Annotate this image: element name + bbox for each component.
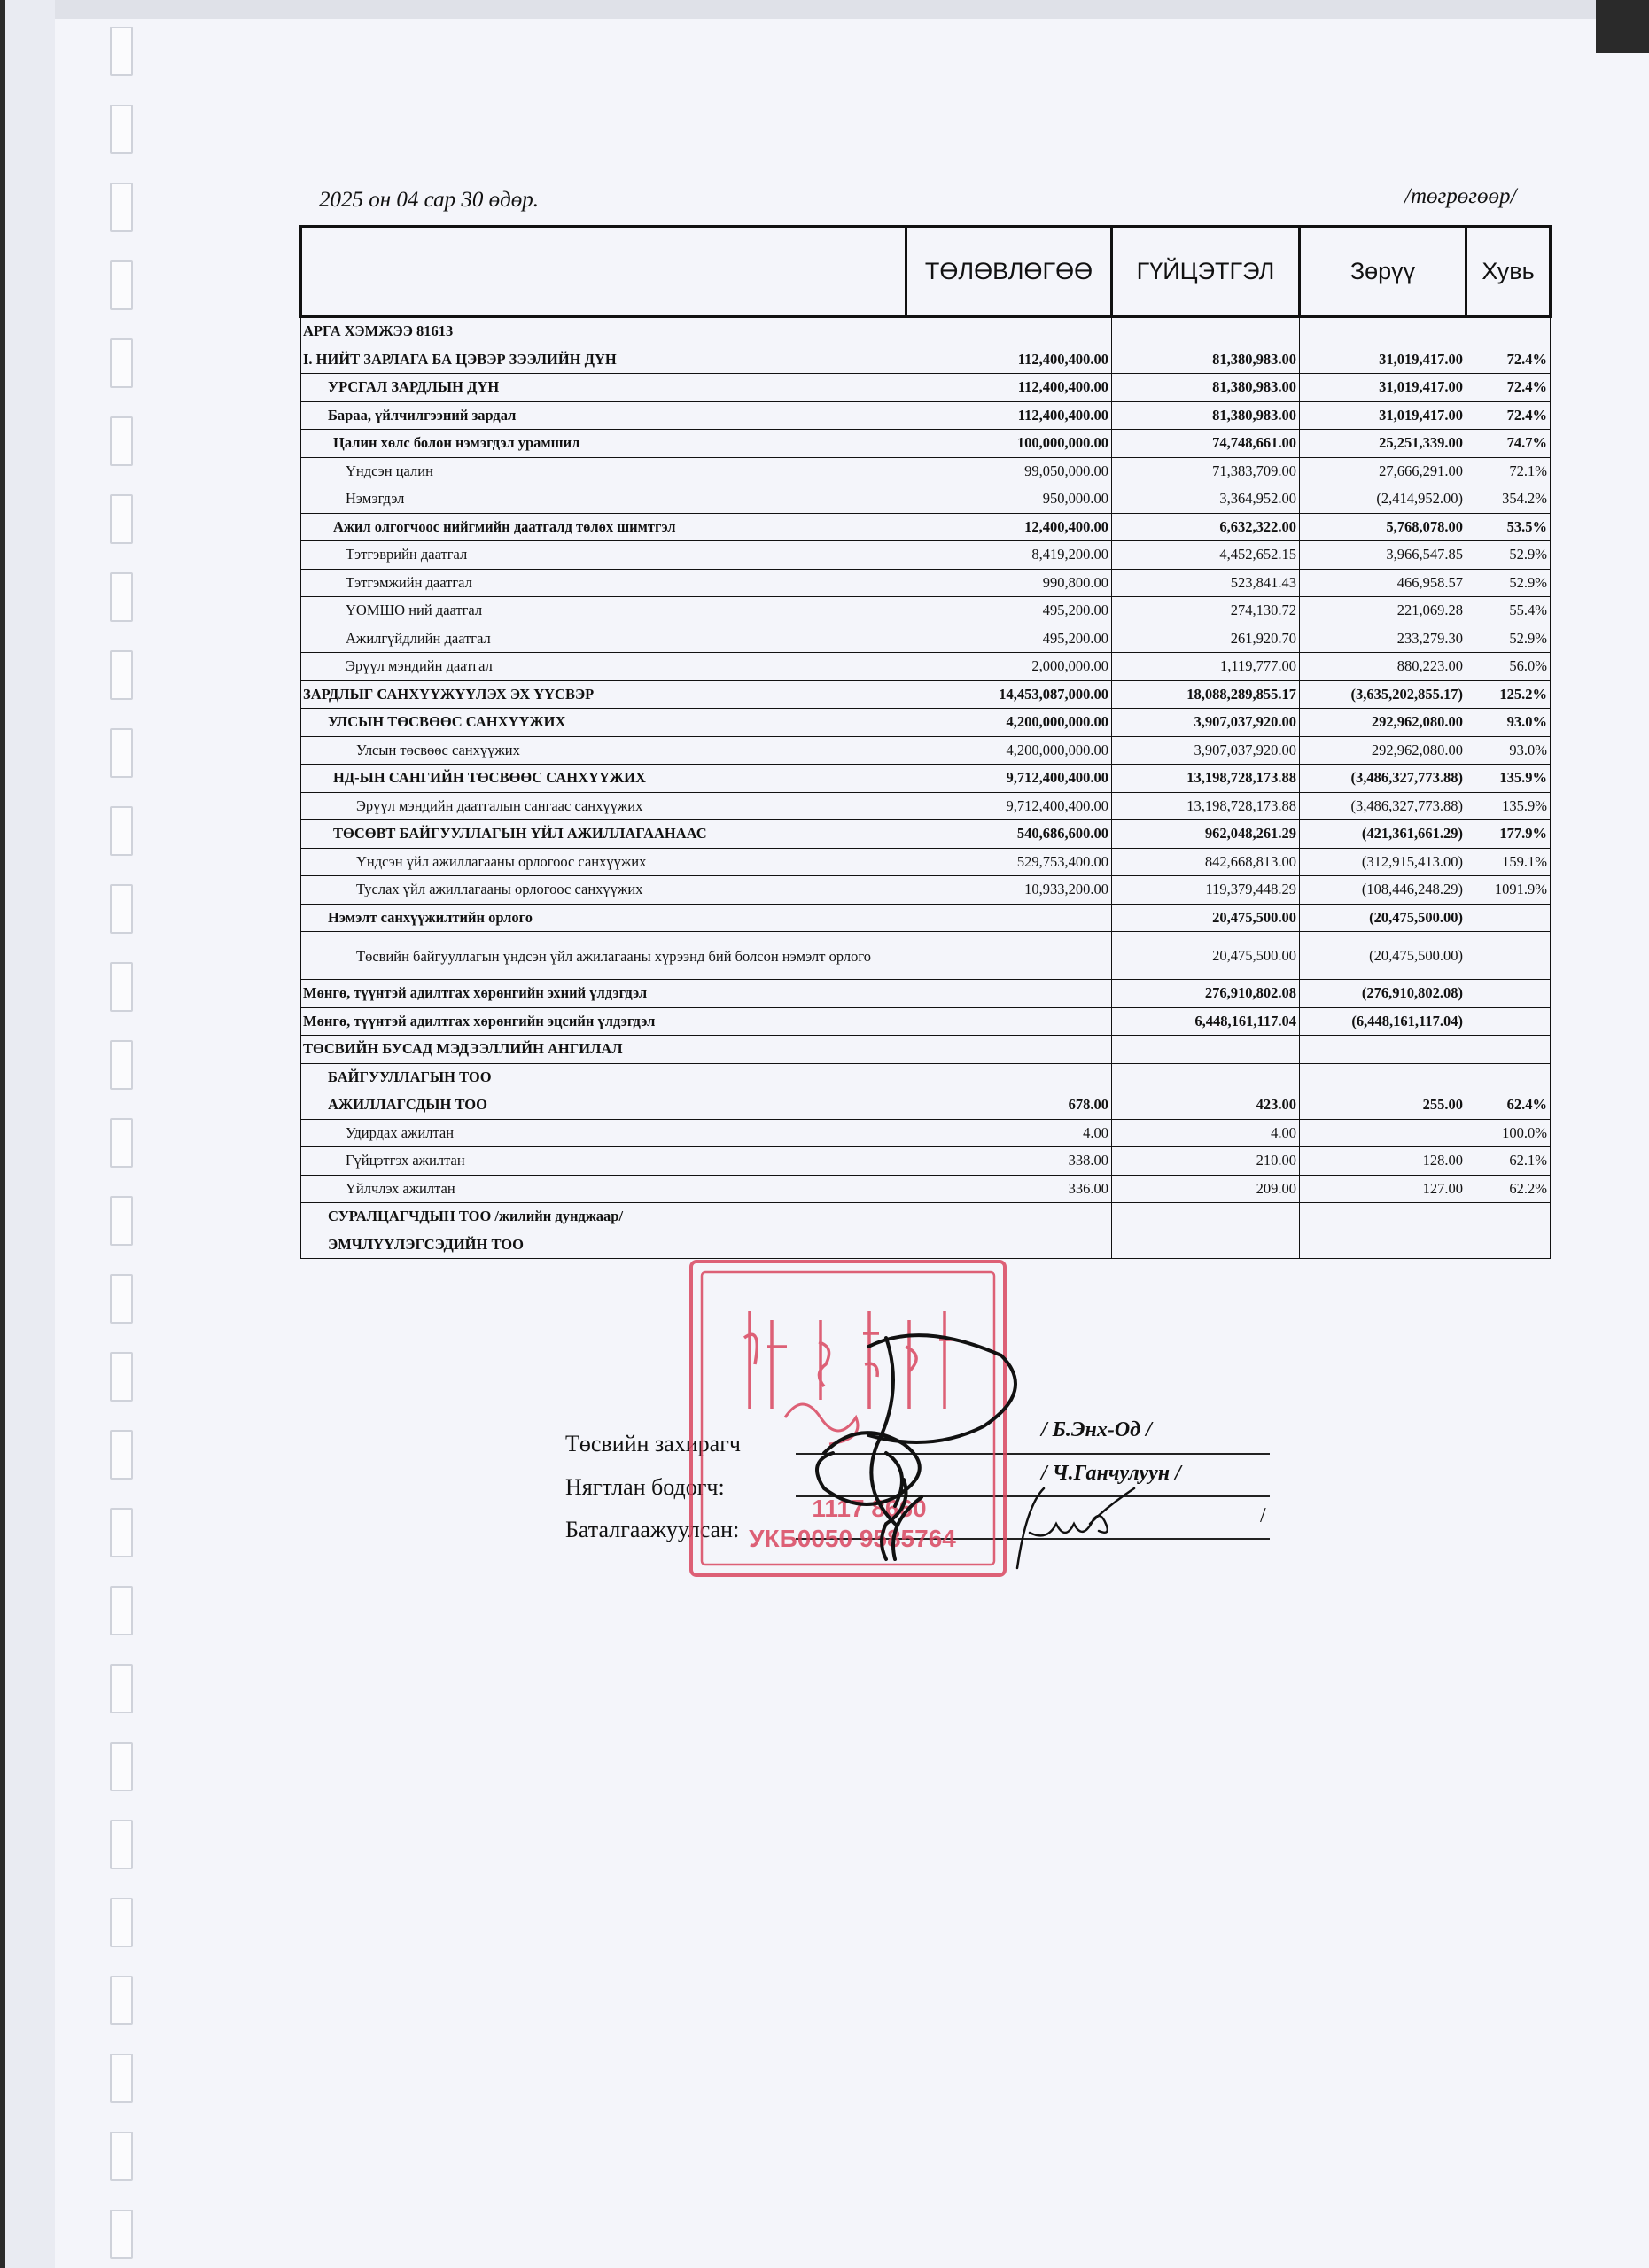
plan-value: 4,200,000,000.00 [906,736,1112,765]
row-label: Ажилгүйдлийн даатгал [301,625,906,653]
col-header-item [301,227,906,317]
actual-value: 3,364,952.00 [1112,485,1300,514]
punch-hole [110,1508,133,1557]
row-label: I. НИЙТ ЗАРЛАГА БА ЦЭВЭР ЗЭЭЛИЙН ДҮН [301,346,906,374]
difference-value: 31,019,417.00 [1300,374,1466,402]
table-row [301,1203,1551,1231]
percent-value [1466,1203,1551,1231]
row-label: Бараа, үйлчилгээний зардал [301,401,906,430]
difference-value: 221,069.28 [1300,597,1466,625]
punch-hole [110,338,133,388]
difference-value [1300,1231,1466,1259]
actual-value: 261,920.70 [1112,625,1300,653]
difference-value: (421,361,661.29) [1300,820,1466,849]
difference-value: (20,475,500.00) [1300,932,1466,980]
punch-hole [110,1898,133,1947]
actual-value: 81,380,983.00 [1112,374,1300,402]
difference-value: 27,666,291.00 [1300,457,1466,485]
plan-value: 540,686,600.00 [906,820,1112,849]
percent-value: 72.4% [1466,346,1551,374]
difference-value: 292,962,080.00 [1300,736,1466,765]
actual-value: 842,668,813.00 [1112,848,1300,876]
difference-value [1300,1203,1466,1231]
table-row [301,792,1551,820]
punch-hole [110,1196,133,1246]
signer-name-director: / Б.Энх-Од / [1041,1418,1152,1441]
percent-value: 93.0% [1466,736,1551,765]
punch-hole [110,2054,133,2103]
punch-hole [110,806,133,856]
punch-hole [110,572,133,622]
row-label: Нэмэлт санхүүжилтийн орлого [301,904,906,932]
actual-value: 6,448,161,117.04 [1112,1007,1300,1036]
table-row [301,457,1551,485]
plan-value: 14,453,087,000.00 [906,680,1112,709]
row-label: СУРАЛЦАГЧДЫН ТОО /жилийн дунджаар/ [301,1203,906,1231]
actual-value: 962,048,261.29 [1112,820,1300,849]
actual-value: 20,475,500.00 [1112,932,1300,980]
punch-hole [110,1664,133,1713]
percent-value: 100.0% [1466,1119,1551,1147]
actual-value: 423.00 [1112,1091,1300,1120]
budget-table [299,225,1552,1259]
table-row [301,401,1551,430]
row-label: Үндсэн үйл ажиллагааны орлогоос санхүүжих [301,848,906,876]
plan-value: 678.00 [906,1091,1112,1120]
row-label: АРГА ХЭМЖЭЭ 81613 [301,317,906,346]
row-label: Улсын төсвөөс санхүүжих [301,736,906,765]
actual-value [1112,1231,1300,1259]
percent-value: 135.9% [1466,792,1551,820]
actual-value: 4,452,652.15 [1112,541,1300,570]
table-row [301,876,1551,905]
table-header-row [301,227,1551,317]
stamp-number-1: 1117 8660 [812,1495,927,1522]
percent-value: 72.4% [1466,401,1551,430]
percent-value [1466,1231,1551,1259]
row-label: Гүйцэтгэх ажилтан [301,1147,906,1176]
difference-value [1300,1119,1466,1147]
actual-value [1112,317,1300,346]
actual-value: 523,841.43 [1112,569,1300,597]
table-row [301,1091,1551,1120]
verifier-signature [1010,1471,1143,1577]
difference-value: 466,958.57 [1300,569,1466,597]
actual-value: 1,119,777.00 [1112,653,1300,681]
punch-hole [110,1820,133,1869]
punch-hole [110,1742,133,1791]
percent-value: 52.9% [1466,569,1551,597]
actual-value: 3,907,037,920.00 [1112,709,1300,737]
actual-value: 74,748,661.00 [1112,430,1300,458]
table-row [301,1175,1551,1203]
plan-value: 338.00 [906,1147,1112,1176]
actual-value: 209.00 [1112,1175,1300,1203]
plan-value: 100,000,000.00 [906,430,1112,458]
punch-hole [110,1040,133,1090]
row-label: Ажил олгогчоос нийгмийн даатгалд төлөх шимтгэл [301,513,906,541]
plan-value: 4,200,000,000.00 [906,709,1112,737]
plan-value: 112,400,400.00 [906,401,1112,430]
plan-value [906,1063,1112,1091]
signer-name-accountant: / Ч.Ганчулуун / [1041,1462,1181,1485]
row-label: АЖИЛЛАГСДЫН ТОО [301,1091,906,1120]
table-row [301,904,1551,932]
difference-value: (2,414,952.00) [1300,485,1466,514]
actual-value: 274,130.72 [1112,597,1300,625]
difference-value: (108,446,248.29) [1300,876,1466,905]
scan-top-edge [0,0,1649,19]
table-row [301,1036,1551,1064]
actual-value: 13,198,728,173.88 [1112,792,1300,820]
signer-role-director: Төсвийн захирагч [565,1431,741,1456]
col-header-percent: Хувь [1466,227,1551,317]
difference-value: 292,962,080.00 [1300,709,1466,737]
percent-value: 72.4% [1466,374,1551,402]
punch-hole [110,2132,133,2181]
row-label: Туслах үйл ажиллагааны орлогоос санхүүжих [301,876,906,905]
row-label: ЭМЧЛҮҮЛЭГСЭДИЙН ТОО [301,1231,906,1259]
table-row [301,765,1551,793]
plan-value [906,1203,1112,1231]
percent-value [1466,980,1551,1008]
table-row [301,848,1551,876]
row-label: УЛСЫН ТӨСВӨӨС САНХҮҮЖИХ [301,709,906,737]
col-header-diff: Зөрүү [1300,227,1466,317]
actual-value: 276,910,802.08 [1112,980,1300,1008]
actual-value: 210.00 [1112,1147,1300,1176]
punch-hole [110,1976,133,2025]
plan-value: 950,000.00 [906,485,1112,514]
plan-value [906,317,1112,346]
difference-value: 31,019,417.00 [1300,346,1466,374]
difference-value: 25,251,339.00 [1300,430,1466,458]
row-label: Тэтгэврийн даатгал [301,541,906,570]
punch-hole [110,884,133,934]
signer-name-verifier: / [1260,1504,1266,1527]
percent-value: 354.2% [1466,485,1551,514]
table-row [301,541,1551,570]
row-label: Мөнгө, түүнтэй адилтгах хөрөнгийн эхний үлдэгдэл [301,980,906,1008]
row-label: Үйлчлэх ажилтан [301,1175,906,1203]
percent-value: 62.4% [1466,1091,1551,1120]
punch-hole [110,416,133,466]
actual-value: 4.00 [1112,1119,1300,1147]
plan-value [906,1007,1112,1036]
plan-value: 2,000,000.00 [906,653,1112,681]
actual-value: 71,383,709.00 [1112,457,1300,485]
row-label: БАЙГУУЛЛАГЫН ТОО [301,1063,906,1091]
plan-value: 8,419,200.00 [906,541,1112,570]
difference-value: (6,448,161,117.04) [1300,1007,1466,1036]
table-row [301,980,1551,1008]
plan-value [906,1036,1112,1064]
row-label: ЗАРДЛЫГ САНХҮҮЖҮҮЛЭХ ЭХ ҮҮСВЭР [301,680,906,709]
actual-value: 81,380,983.00 [1112,346,1300,374]
plan-value: 495,200.00 [906,597,1112,625]
punch-hole [110,1352,133,1402]
row-label: НД-ЫН САНГИЙН ТӨСВӨӨС САНХҮҮЖИХ [301,765,906,793]
percent-value [1466,904,1551,932]
plan-value: 99,050,000.00 [906,457,1112,485]
punch-hole [110,728,133,778]
punch-hole [110,183,133,232]
punch-hole [110,260,133,310]
report-date: 2025 он 04 сар 30 өдөр. [319,188,539,212]
plan-value: 9,712,400,400.00 [906,765,1112,793]
percent-value: 56.0% [1466,653,1551,681]
difference-value: 127.00 [1300,1175,1466,1203]
table-row [301,346,1551,374]
plan-value: 990,800.00 [906,569,1112,597]
percent-value: 52.9% [1466,625,1551,653]
table-row [301,680,1551,709]
punch-hole [110,27,133,76]
plan-value [906,932,1112,980]
difference-value: (3,486,327,773.88) [1300,792,1466,820]
punch-hole [110,494,133,544]
table-row [301,317,1551,346]
percent-value: 74.7% [1466,430,1551,458]
stamp-number-2: УКБ0050 9585764 [749,1525,956,1552]
actual-value: 6,632,322.00 [1112,513,1300,541]
col-header-actual: ГҮЙЦЭТГЭЛ [1112,227,1300,317]
scan-corner-shadow [1596,0,1649,53]
row-label: Эрүүл мэндийн даатгалын сангаас санхүүжих [301,792,906,820]
punch-hole [110,1586,133,1635]
col-header-plan: ТӨЛӨВЛӨГӨӨ [906,227,1112,317]
table-row [301,625,1551,653]
difference-value [1300,1063,1466,1091]
actual-value: 13,198,728,173.88 [1112,765,1300,793]
row-label: Эрүүл мэндийн даатгал [301,653,906,681]
table-row [301,569,1551,597]
plan-value: 10,933,200.00 [906,876,1112,905]
percent-value: 93.0% [1466,709,1551,737]
percent-value: 135.9% [1466,765,1551,793]
row-label: Үндсэн цалин [301,457,906,485]
signer-role-accountant: Нягтлан бодогч: [565,1474,725,1500]
plan-value [906,1231,1112,1259]
difference-value: 880,223.00 [1300,653,1466,681]
plan-value: 4.00 [906,1119,1112,1147]
table-row [301,653,1551,681]
actual-value: 119,379,448.29 [1112,876,1300,905]
row-label: УРСГАЛ ЗАРДЛЫН ДҮН [301,374,906,402]
table-row [301,1063,1551,1091]
binding-edge [0,0,55,2268]
table-row [301,1147,1551,1176]
percent-value [1466,1036,1551,1064]
plan-value: 12,400,400.00 [906,513,1112,541]
punch-hole [110,105,133,154]
difference-value: 233,279.30 [1300,625,1466,653]
difference-value: (20,475,500.00) [1300,904,1466,932]
plan-value [906,904,1112,932]
percent-value: 1091.9% [1466,876,1551,905]
percent-value [1466,932,1551,980]
table-row [301,932,1551,980]
difference-value [1300,1036,1466,1064]
punch-hole [110,1430,133,1480]
percent-value: 72.1% [1466,457,1551,485]
table-row [301,513,1551,541]
difference-value: 31,019,417.00 [1300,401,1466,430]
currency-unit: /төгрөгөөр/ [1404,184,1517,208]
percent-value: 53.5% [1466,513,1551,541]
table-row [301,709,1551,737]
table-row [301,374,1551,402]
plan-value: 336.00 [906,1175,1112,1203]
row-label: Цалин хөлс болон нэмэгдэл урамшил [301,430,906,458]
difference-value [1300,317,1466,346]
row-label: ҮОМШӨ ний даатгал [301,597,906,625]
plan-value [906,980,1112,1008]
table-row [301,1231,1551,1259]
plan-value: 495,200.00 [906,625,1112,653]
difference-value: (312,915,413.00) [1300,848,1466,876]
difference-value: 255.00 [1300,1091,1466,1120]
percent-value: 159.1% [1466,848,1551,876]
actual-value: 3,907,037,920.00 [1112,736,1300,765]
difference-value: 128.00 [1300,1147,1466,1176]
percent-value: 52.9% [1466,541,1551,570]
percent-value: 62.2% [1466,1175,1551,1203]
punch-hole [110,1274,133,1324]
actual-value: 20,475,500.00 [1112,904,1300,932]
actual-value [1112,1063,1300,1091]
actual-value: 18,088,289,855.17 [1112,680,1300,709]
row-label: ТӨСӨВТ БАЙГУУЛЛАГЫН ҮЙЛ АЖИЛЛАГААНААС [301,820,906,849]
row-label: Тэтгэмжийн даатгал [301,569,906,597]
punch-hole [110,1118,133,1168]
plan-value: 529,753,400.00 [906,848,1112,876]
row-label: Мөнгө, түүнтэй адилтгах хөрөнгийн эцсийн үлдэгдэл [301,1007,906,1036]
table-row [301,485,1551,514]
actual-value: 81,380,983.00 [1112,401,1300,430]
plan-value: 112,400,400.00 [906,346,1112,374]
percent-value: 177.9% [1466,820,1551,849]
percent-value [1466,1007,1551,1036]
percent-value: 62.1% [1466,1147,1551,1176]
difference-value: (276,910,802.08) [1300,980,1466,1008]
actual-value [1112,1203,1300,1231]
row-label: Нэмэгдэл [301,485,906,514]
plan-value: 112,400,400.00 [906,374,1112,402]
table-row [301,430,1551,458]
punch-hole [110,962,133,1012]
signer-role-verifier: Баталгаажуулсан: [565,1517,740,1542]
difference-value: (3,635,202,855.17) [1300,680,1466,709]
plan-value: 9,712,400,400.00 [906,792,1112,820]
table-row [301,1007,1551,1036]
difference-value: 5,768,078.00 [1300,513,1466,541]
table-row [301,1119,1551,1147]
table-row [301,820,1551,849]
table-row [301,736,1551,765]
difference-value: 3,966,547.85 [1300,541,1466,570]
percent-value [1466,317,1551,346]
percent-value: 55.4% [1466,597,1551,625]
difference-value: (3,486,327,773.88) [1300,765,1466,793]
percent-value [1466,1063,1551,1091]
punch-hole [110,650,133,700]
percent-value: 125.2% [1466,680,1551,709]
punch-hole [110,2210,133,2259]
row-label: Удирдах ажилтан [301,1119,906,1147]
actual-value [1112,1036,1300,1064]
row-label: ТӨСВИЙН БУСАД МЭДЭЭЛЛИЙН АНГИЛАЛ [301,1036,906,1064]
table-row [301,597,1551,625]
row-label: Төсвийн байгууллагын үндсэн үйл ажилагааны хүрээнд бий болсон нэмэлт орлого [301,932,906,980]
